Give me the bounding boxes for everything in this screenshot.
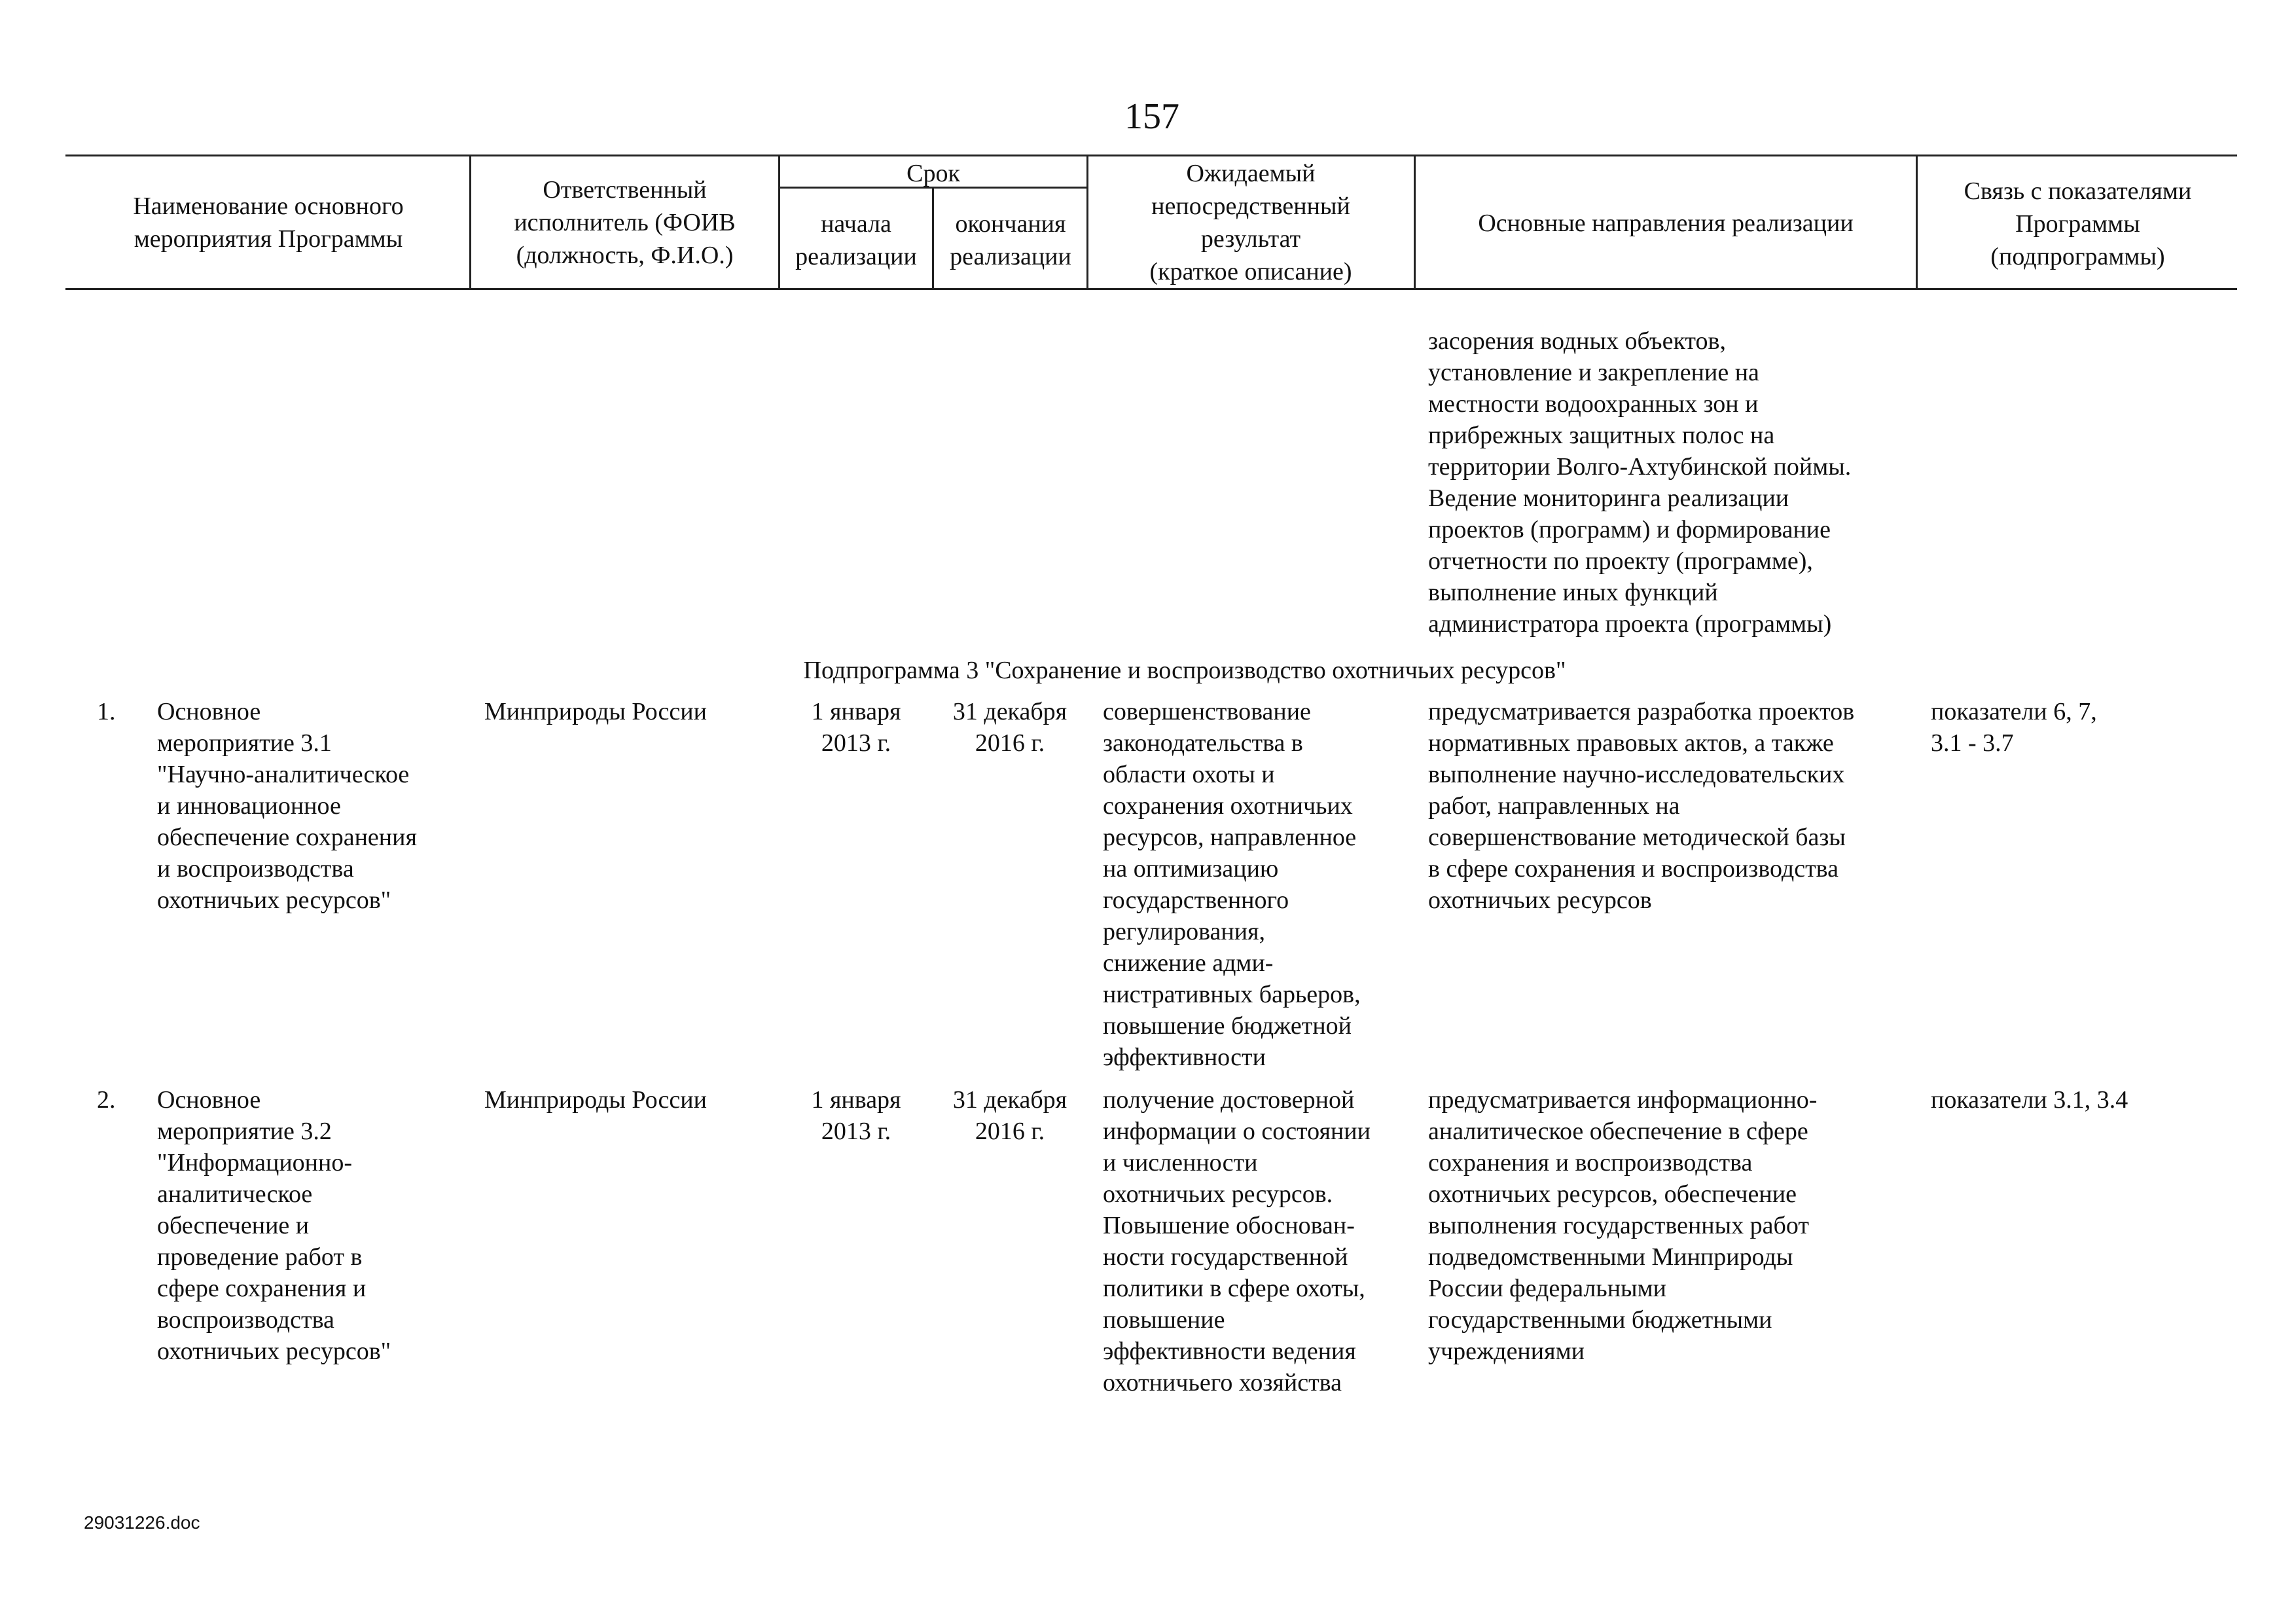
header-bottom-rule: [65, 288, 2237, 290]
row-start: 1 января 2013 г.: [811, 698, 901, 757]
header-result: Ожидаемый непосредственный результат (краткое описание): [1149, 160, 1352, 285]
header-col-divider: [1414, 155, 1416, 288]
row-start: 1 января 2013 г.: [811, 1086, 901, 1145]
row-name: Основное мероприятие 3.1 "Научно-аналитическое и инновационное обеспечение сохранения и воспроизводства охотничьих ресурсов": [157, 698, 417, 914]
subprogram-title: Подпрограмма 3 "Сохранение и воспроизводство охотничьих ресурсов": [803, 657, 1566, 684]
header-col-divider: [469, 155, 471, 288]
page-number: 157: [1124, 96, 1179, 137]
header-term: Срок: [906, 160, 960, 187]
header-col-divider: [1086, 155, 1088, 288]
row-indicators: показатели 6, 7, 3.1 - 3.7: [1931, 698, 2097, 757]
row-number: 1.: [97, 698, 116, 725]
row-executor: Минприроды России: [484, 698, 707, 725]
row-indicators: показатели 3.1, 3.4: [1931, 1086, 2128, 1114]
header-start: начала реализации: [795, 210, 917, 270]
header-executor: Ответственный исполнитель (ФОИВ (должность, Ф.И.О.): [514, 176, 736, 269]
header-end: окончания реализации: [950, 210, 1071, 270]
header-directions: Основные направления реализации: [1478, 210, 1854, 237]
header-indicators: Связь с показателями Программы (подпрограммы): [1964, 177, 2192, 270]
row-end: 31 декабря 2016 г.: [952, 1086, 1067, 1145]
row-end: 31 декабря 2016 г.: [952, 698, 1067, 757]
row-number: 2.: [97, 1086, 116, 1114]
row-directions: предусматривается информационно- аналитическое обеспечение в сфере сохранения и воспроизводства охотничьих ресурсов, обеспечение выполнения государственных работ подведомственными Минприроды России федеральными государственными бюджетными учреждениями: [1428, 1086, 1818, 1365]
header-col-divider: [1916, 155, 1918, 288]
continuation-text: засорения водных объектов, установление и закрепление на местности водоохранных зон и прибрежных защитных полос на территории Волго-Ахтубинской поймы. Ведение мониторинга реализации проектов (программ) и формирование отчетности по проекту (программе), выполнение иных функций администратора проекта (программы): [1428, 327, 1852, 638]
row-result: совершенствование законодательства в области охоты и сохранения охотничьих ресурсов, направленное на оптимизацию государственного регулирования, снижение адми- нистративных барьеров, повышение бюджетной эффективности: [1103, 698, 1361, 1071]
footer-filename: 29031226.doc: [84, 1512, 200, 1533]
row-result: получение достоверной информации о состоянии и численности охотничьих ресурсов. Повышение обоснован- ности государственной политики в сфере охоты, повышение эффективности ведения охотничьего хозяйства: [1103, 1086, 1371, 1396]
row-directions: предусматривается разработка проектов нормативных правовых актов, а также выполнение научно-исследовательских работ, направленных на совершенствование методической базы в сфере сохранения и воспроизводства охотничьих ресурсов: [1428, 698, 1855, 914]
row-name: Основное мероприятие 3.2 "Информационно- аналитическое обеспечение и проведение работ в сфере сохранения и воспроизводства охотничьих ресурсов": [157, 1086, 391, 1365]
header-name: Наименование основного мероприятия Программы: [133, 192, 404, 253]
header-top-rule: [65, 155, 2237, 156]
row-executor: Минприроды России: [484, 1086, 707, 1114]
header-col-divider: [932, 188, 934, 288]
